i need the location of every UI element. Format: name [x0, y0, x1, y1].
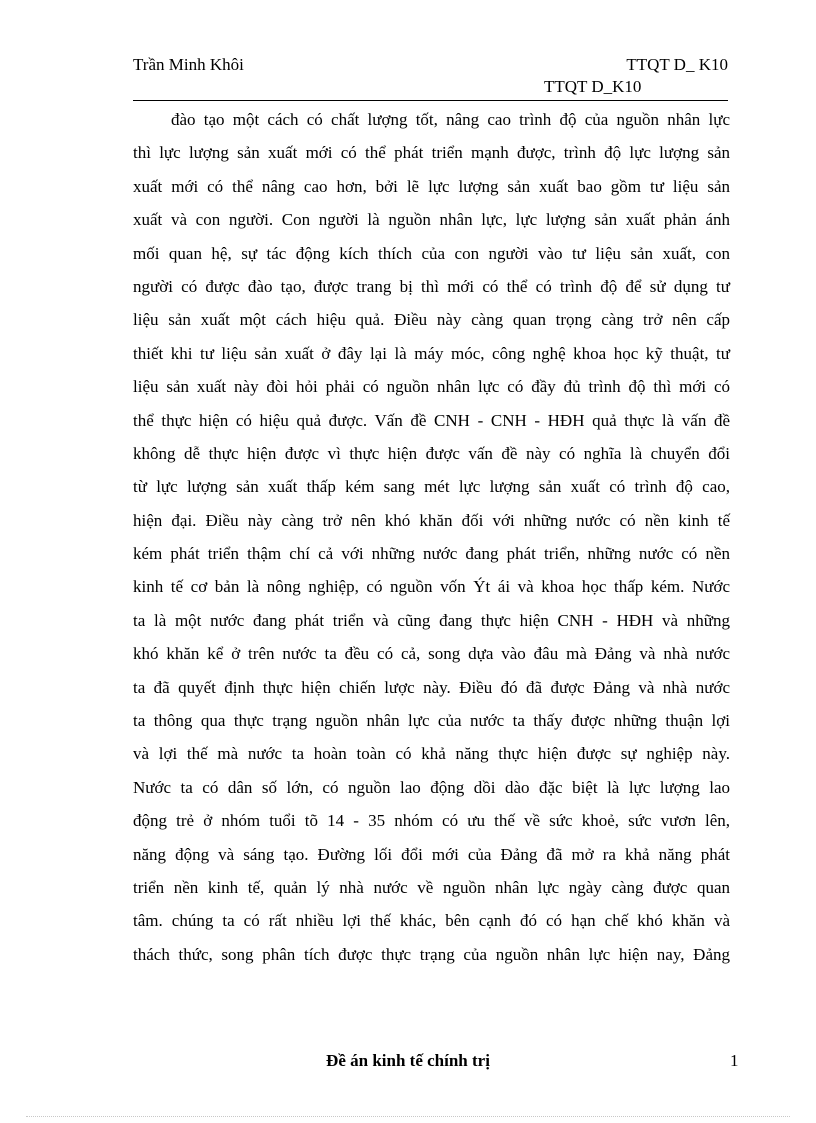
- page-bottom-border: [26, 1116, 790, 1117]
- body-line: và lợi thế mà nước ta hoàn toàn có khả năng thực hiện được sự nghiệp này.: [133, 744, 730, 764]
- body-line: kém phát triển thậm chí cả với những nước đang phát triển, những nước có nền: [133, 544, 730, 564]
- body-line: xuất mới có thể nâng cao hơn, bởi lẽ lực lượng sản xuất bao gồm tư liệu sản: [133, 176, 730, 196]
- header-code: TTQT D_ K10: [626, 55, 728, 74]
- body-line: xuất và con người. Con người là nguồn nhân lực, lực lượng sản xuất phản ánh: [133, 210, 730, 230]
- body-line: thể thực hiện có hiệu quả được. Vấn đề CNH - CNH - HĐH quả thực là vấn đề: [133, 410, 730, 430]
- body-line: kinh tế cơ bản là nông nghiệp, có nguồn vốn Ýt ái và khoa học thấp kém. Nước: [133, 577, 730, 597]
- body-line: không dễ thực hiện được vì thực hiện được vấn đề này có nghĩa là chuyển đổi: [133, 443, 730, 463]
- body-line: triển nền kinh tế, quản lý nhà nước về nguồn nhân lực ngày càng được quan: [133, 877, 730, 897]
- body-line: đào tạo một cách có chất lượng tốt, nâng cao trình độ của nguồn nhân lực: [171, 110, 730, 129]
- header-code-repeat: TTQT D_K10: [544, 77, 642, 96]
- body-line: Nước ta có dân số lớn, có nguồn lao động dồi dào đặc biệt là lực lượng lao: [133, 777, 730, 797]
- body-line: động trẻ ở nhóm tuổi tõ 14 - 35 nhóm có ưu thế về sức khoẻ, sức vươn lên,: [133, 811, 730, 831]
- header-author: Trần Minh Khôi: [133, 55, 244, 74]
- body-line: liệu sản xuất này đòi hỏi phải có nguồn nhân lực có đầy đủ trình độ thì mới có: [133, 377, 730, 397]
- body-line: thiết khi tư liệu sản xuất ở đây lại là máy móc, công nghệ khoa học kỹ thuật, tư: [133, 343, 730, 363]
- body-line: hiện đại. Điều này càng trở nên khó khăn đối với những nước có nền kinh tế: [133, 510, 730, 530]
- body-line: khó khăn kể ở trên nước ta đều có cả, song dựa vào đâu mà Đảng và nhà nước: [133, 644, 730, 664]
- body-line: ta đã quyết định thực hiện chiến lược này. Điều đó đã được Đảng và nhà nước: [133, 677, 730, 697]
- body-line: từ lực lượng sản xuất thấp kém sang mét lực lượng sản xuất có trình độ cao,: [133, 477, 730, 497]
- body-line: tâm. chúng ta có rất nhiều lợi thế khác, bên cạnh đó có hạn chế khó khăn và: [133, 911, 730, 931]
- body-line: ta thông qua thực trạng nguồn nhân lực của nước ta thấy được những thuận lợi: [133, 711, 730, 731]
- body-line: mối quan hệ, sự tác động kích thích của con người vào tư liệu sản xuất, con: [133, 243, 730, 263]
- body-line: thì lực lượng sản xuất mới có thể phát triển mạnh được, trình độ lực lượng sản: [133, 143, 730, 163]
- header-rule: [133, 100, 728, 101]
- body-line: năng động và sáng tạo. Đường lối đổi mới của Đảng đã mở ra khả năng phát: [133, 844, 730, 864]
- body-line: ta là một nước đang phát triển và cũng đang thực hiện CNH - HĐH và những: [133, 610, 730, 630]
- body-text: [133, 103, 730, 971]
- body-line: người có được đào tạo, được trang bị thì mới có thể có trình độ để sử dụng tư: [133, 276, 730, 296]
- page-number: 1: [730, 1051, 739, 1070]
- footer-title: Đề án kinh tế chính trị: [326, 1051, 490, 1070]
- body-line: liệu sản xuất một cách hiệu quả. Điều này càng quan trọng càng trở nên cấp: [133, 310, 730, 330]
- body-line: thách thức, song phân tích được thực trạng của nguồn nhân lực hiện nay, Đảng: [133, 944, 730, 964]
